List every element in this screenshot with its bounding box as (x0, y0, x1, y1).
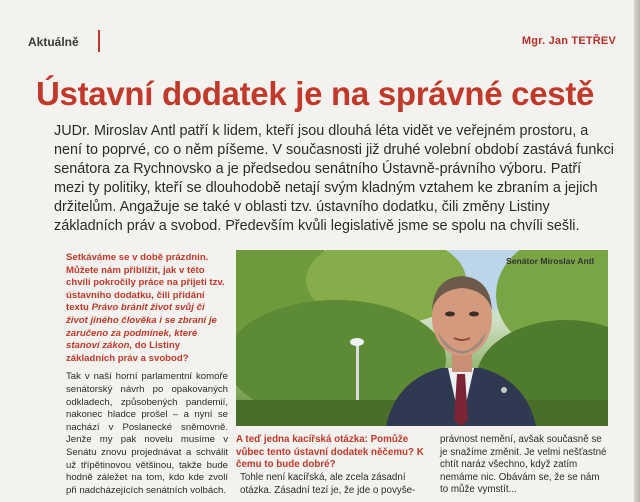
author-surname: TETŘEV (571, 35, 616, 47)
question-1-end: do Listiny základních práv a svobod? (66, 340, 189, 364)
lead-paragraph: JUDr. Miroslav Antl patří k lidem, kteří jsou dlouhá léta vidět ve veřejném prostoru, a není to poprvé, co o něm píšeme. V současnosti již druhé volební období zastává funkci senátora za Rychnovsko a je předsedou senátního Ústavně-právního výboru. Patří mezi ty politiky, kteří se dlouhodobě netají svým kladným vztahem ke zbraním a jejich držitelům. Angažuje se také v oblasti tzv. ústavního dodatku, čili změny Listiny základních práv a svobod. Především kvůli legislativě jsme se spolu na chvíli sešli. (54, 123, 614, 234)
question-2: A teď jedna kacířská otázka: Pomůže vůbec tento ústavní dodatek něčemu? K čemu to bude dobré? (236, 434, 424, 471)
question-1 (66, 252, 228, 365)
author-byline (522, 35, 616, 47)
section-divider (98, 30, 100, 52)
section-label: Aktuálně (28, 35, 79, 49)
question-1-quote: Právo bránit život svůj či život jiného člověka i se zbraní je zaručeno za podmínek, které stanoví zákon, (66, 302, 217, 352)
photo-caption: Senátor Miroslav Antl (505, 256, 594, 266)
senator-portrait-illustration (236, 250, 608, 426)
article-lead (54, 122, 614, 236)
interview-column-left (66, 252, 228, 497)
senator-photo (236, 250, 608, 426)
answer-1: Tak v naší horní parlamentní komoře senátorský návrh po opakovaných odkladech, způsobených pandemií, nakonec hladce prošel – a nyní se nachází v Poslanecké sněmovně. Jenže my pak novelu musíme v Senátu znovu projednávat a schválit už třípětinovou většinou, takže bude hodně záležet na tom, kdo kde zvolí při nadcházejících senátních volbách. (66, 371, 228, 496)
author-prefix: Mgr. Jan (521, 35, 572, 47)
answer-2: Tohle není kacířská, ale zcela zásadní otázka. Zásadní tezí je, že jde o povyše- (240, 472, 416, 496)
question-1-text: Setkáváme se v době prázdnin. Můžete nám přiblížit, jak v této chvíli pokročily práce na přijetí tzv. ústavního dodatku, čili přidání textu (66, 252, 225, 314)
page-edge (634, 0, 640, 502)
answer-2-continued: právnost nemění, avšak současně se je snažíme změnit. Je velmi nešťastné chtít naráz všechno, když zatím nemáme nic. Obávám se, že se nám to může vymstít... (440, 434, 607, 496)
article-title: Ústavní dodatek je na správné cestě (36, 75, 595, 112)
